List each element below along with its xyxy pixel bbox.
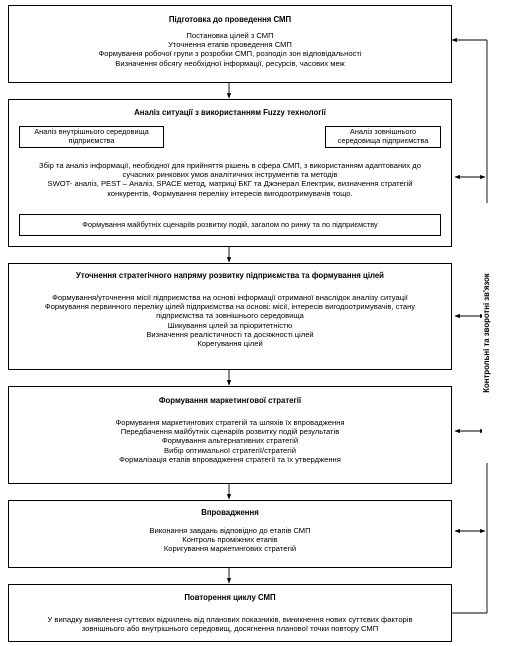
stage-cycle-repeat-line: У випадку виявлення суттєвих відхилень від планових показників, виникнення нових суттєвих факторів xyxy=(47,615,413,624)
stage-marketing-strategy-line: Формування альтернативних стратегій xyxy=(161,436,299,446)
stage-implementation-box xyxy=(8,500,452,568)
stage-preparation-line: Постановка цілей з СМП xyxy=(186,31,274,40)
stage-analysis-box xyxy=(8,99,452,247)
stage-analysis-line: сучасних ринкових умов аналітичних інструментів та методів xyxy=(122,170,338,180)
stage-analysis-line: Збір та аналіз інформації, необхідної для прийняття рішень в сфера СМП, з використанням адаптованих до xyxy=(39,161,421,170)
stage-strategic-direction-line: Формування/уточнення місії підприємства на основі інформації отриманої внаслідок аналізу ситуації xyxy=(52,293,408,302)
stage-preparation-line: Визначення обсягу необхідної інформації, ресурсів, часових меж xyxy=(115,58,345,68)
stage-strategic-direction-line: підприємства та зовнішнього середовища xyxy=(156,311,304,321)
stage-marketing-strategy-line: Передбачення майбутніх сценаріїв розвитку подій результатів xyxy=(120,427,340,437)
stage-implementation-line: Виконання завдань відповідно до етапів СМП xyxy=(149,526,311,535)
stage-preparation-line: Формування робочої групи з розробки СМП, розподіл зон відповідальності xyxy=(98,49,362,59)
stage-marketing-strategy-box xyxy=(8,386,452,484)
stage-strategic-direction-line: Корегування цілей xyxy=(197,339,263,349)
stage-analysis-title: Аналіз ситуації з використанням Fuzzy технології xyxy=(134,108,326,117)
stage-implementation-title: Впровадження xyxy=(201,508,259,517)
stage-cycle-repeat-box xyxy=(8,584,452,642)
stage-marketing-strategy-line: Формування маркетингових стратегій та шляхів їх впровадження xyxy=(115,418,345,427)
stage-implementation-line: Коригування маркетингових стратегій xyxy=(163,544,297,554)
stage-marketing-strategy-line: Формалізація етапів впровадження стратегії та їх утвердження xyxy=(119,454,341,464)
stage-preparation-box xyxy=(8,5,452,83)
stage-analysis-line: конкурентів, Формування переліку інтересів вигодоотримувачів тощо. xyxy=(107,188,353,198)
external-analysis-box: Аналіз зовнішнього середовища підприємства xyxy=(325,126,441,148)
stage-preparation-line: Уточнення етапів проведення СМП xyxy=(168,40,292,50)
stage-strategic-direction-line: Шикування цілей за пріоритетністю xyxy=(167,320,293,330)
stage-strategic-direction-box xyxy=(8,263,452,370)
feedback-label: Контрольні та зворотні зв'язок xyxy=(482,203,491,463)
scenario-box: Формування майбутніх сценаріїв розвитку подій, загалом по ринку та по підприємству xyxy=(19,214,441,236)
stage-analysis-line: SWOT- аналіз, PEST – Аналіз, SPACE метод, матриці БКГ та Джэнерал Електрик, визначення стратегій xyxy=(47,179,413,189)
stage-strategic-direction-title: Уточнення стратегічного напряму розвитку підприємства та формування цілей xyxy=(76,271,384,280)
stage-implementation-line: Контроль проміжних етапів xyxy=(182,535,278,545)
stage-strategic-direction-line: Формування первинного переліку цілей підприємства на основі: місії, інтересів вигодоотримувачів, стану xyxy=(44,302,416,312)
stage-strategic-direction-line: Визначення реалістичності та досяжності цілей xyxy=(146,329,314,339)
internal-analysis-box: Аналіз внутрішнього середовища підприємства xyxy=(19,126,164,148)
stage-marketing-strategy-line: Вибір оптимальної стратегії/стратегій xyxy=(164,445,296,455)
stage-cycle-repeat-title: Повторення циклу СМП xyxy=(184,593,276,602)
stage-preparation-title: Підготовка до проведення СМП xyxy=(168,15,292,24)
stage-cycle-repeat-line: зовнішнього або внутрішнього середовищ, досягнення планової точки повтору СМП xyxy=(81,624,379,634)
stage-marketing-strategy-title: Формування маркетингової стратегії xyxy=(158,396,302,405)
